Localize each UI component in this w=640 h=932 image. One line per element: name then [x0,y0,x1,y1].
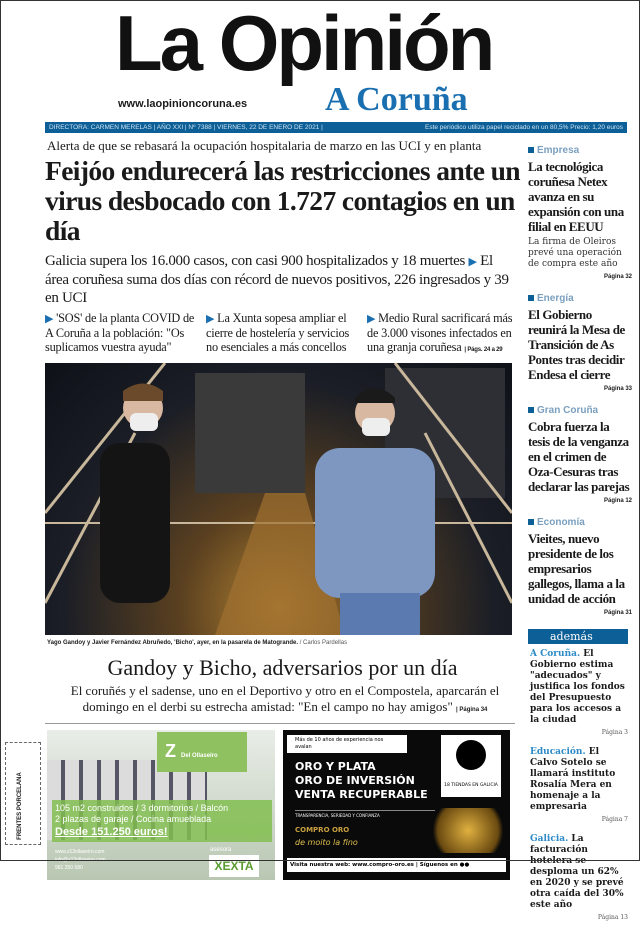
sidebar-headline: El Gobierno reunirá la Mesa de Transición de As Pontes tras decidir Endesa el cierre [528,307,625,382]
ademas-list [528,649,628,922]
ads-row [45,730,520,880]
item-text: El Calvo Sotelo se llamará instituto Rosalía Mera en homenaje a la empresaria [530,747,616,812]
person-left [100,384,170,604]
lead-item-text: La Xunta sopesa ampliar el cierre de hostelería y servicios no esenciales a más concellos [206,311,350,354]
main-column [45,138,520,880]
ademas-item[interactable] [530,649,628,737]
second-sub-text: El coruñés y el sadense, uno en el Deportivo y otro en el Compostela, aparcarán el domingo en el derbi su estrecha amistad: "En el campo no hay amigos" [70,683,500,714]
brand-letter: Z [165,741,176,761]
feature-line: 2 plazas de garaje / Cocina amueblada [55,814,212,824]
subhead-a: Galicia supera los 16.000 casos, con casi 900 hospitalizados y 18 muertes [45,253,466,269]
info-bar [45,122,627,133]
stores-text: 18 TIENDAS EN GALICIA [444,783,498,788]
sidebar-page: Página 12 [603,498,632,504]
item-page: Página 3 [601,729,628,736]
section-label: Energía [528,293,632,305]
contact-web: www.z13ollaseiro.com [55,849,105,855]
lead-item[interactable] [45,311,198,357]
sidebar [528,145,632,932]
lead-item-text: Medio Rural sacrificará más de 3.000 visones infectados en una granja coruñesa [367,311,513,354]
lead-item-text: 'SOS' de la planta COVID de A Coruña a la población: "Os suplicamos vuestra ayuda" [45,311,195,354]
sidebar-page: Página 33 [603,386,632,392]
masthead-logo: La Opinión [115,0,493,87]
gold-values: TRANSPARENCIA, SERIEDAD Y CONFIANZA [295,810,435,819]
gold-slogan: de moito la fino [295,838,358,847]
second-subhead [45,683,520,718]
item-lead: Educación. [530,747,586,757]
bullet-icon: ▶ [468,256,477,268]
contact-phone: 981 250 580 [55,865,83,871]
sidebar-page: Página 31 [603,610,632,616]
stores-badge [441,735,501,797]
ad-price: Desde 151.250 euros! [55,826,168,838]
lead-photo[interactable] [45,363,512,635]
item-lead: Galicia. [530,834,569,844]
ademas-header [528,629,628,644]
compro-oro-logo: COMPRO ORO [295,826,350,834]
sidebar-story[interactable] [528,293,632,393]
lead-headline[interactable]: Feijóo endurecerá las restricciones ante un virus desbocado con 1.727 contagios en un día [45,155,520,246]
info-bar-left: DIRECTORA: CARMEN MERELAS | AÑO XXI | Nº 7388 | VIERNES, 22 DE ENERO DE 2021 | [49,124,323,131]
caption-text: Yago Gandoy y Javier Fernández Abruñedo, 'Bicho', ayer, en la pasarela de Matogrande. [47,640,299,646]
lead-items [45,311,520,357]
item-page: Página 13 [597,914,628,921]
ad-features [52,800,272,842]
item-text: El Gobierno estima "adecuados" y justifica los fondos del Presupuesto para los accesos a la ciudad [530,649,625,725]
corner-stamp-ad [5,742,41,845]
gold-tag: Más de 10 años de experiencia nos avalan [287,735,407,753]
masthead-url[interactable]: www.laopinioncoruna.es [118,98,248,110]
sidebar-story[interactable] [528,517,632,617]
photo-caption [45,639,520,647]
sidebar-deck: La firma de Oleiros prevé una operación de compra este año [528,237,622,269]
sidebar-story[interactable] [528,145,632,281]
bullet-icon: ▶ [206,313,215,325]
stamp-text: FRENTES PORCELANA [16,772,23,840]
section-label: Empresa [528,145,632,157]
ademas-label: además [550,630,593,643]
info-bar-right: Este periódico utiliza papel reciclado en un 80,5% Precio: 1,20 euros [424,124,623,131]
lead-pages: | Págs. 24 a 29 [464,347,503,353]
sidebar-story[interactable] [528,405,632,505]
item-text: La facturación hotelera se desploma un 62% en 2020 y se prevé otra caída del 30% este año [530,834,624,910]
agency-label: asesora [210,847,232,853]
lead-item[interactable] [367,311,520,357]
sidebar-headline: Cobra fuerza la tesis de la venganza en el crimen de Oza-Cesuras tras declarar las parejas [528,419,630,494]
section-label: Gran Coruña [528,405,632,417]
sidebar-page: Página 32 [603,274,632,280]
lead-subhead [45,252,520,307]
divider [45,723,515,724]
section-label: Economía [528,517,632,529]
item-lead: A Coruña. [530,649,581,659]
bullet-icon: ▶ [367,313,376,325]
ademas-item[interactable] [530,834,628,922]
lead-item[interactable] [206,311,359,357]
gold-jewelry-image [423,808,510,853]
lead-kicker: Alerta de que se rebasará la ocupación hospitalaria de marzo en las UCI y en planta [47,138,482,153]
gold-lines [295,760,428,802]
ad-brand [157,732,247,772]
sidebar-headline: Vieites, nuevo presidente de los empresarios gallegos, llama a la unidad de acción [528,531,625,606]
housing-ad[interactable] [47,730,275,880]
bullet-icon: ▶ [45,313,54,325]
sidebar-headline: La tecnológica coruñesa Netex avanza en su expansión con una filial en EEUU [528,159,624,234]
gold-web-bar [287,858,506,872]
gold-line: ORO DE INVERSIÓN [295,774,415,787]
gold-line: VENTA RECUPERABLE [295,788,428,801]
gold-line: ORO Y PLATA [295,760,376,773]
masthead-city: A Coruña [325,81,468,118]
contact-email: info@z13ollaseiro.com [55,857,106,863]
subhead-b: El área coruñesa suma dos días con récord de nuevos positivos, 226 ingresados y 39 en UCI [45,253,509,306]
agency-logo: XEXTA [209,855,259,877]
second-headline[interactable]: Gandoy y Bicho, adversarios por un día [107,655,458,680]
second-pages: | Página 34 [456,707,488,713]
gold-web[interactable]: Visita nuestra web: www.compro-oro.es | Síguenos en [290,862,458,868]
ad-contact [55,848,106,872]
item-page: Página 7 [601,816,628,823]
bridge-photo-illustration [45,363,512,635]
galicia-map-icon [456,740,486,770]
ademas-item[interactable] [530,747,628,824]
feature-line: 105 m2 construidos / 3 dormitorios / Balcón [55,803,229,813]
gold-ad[interactable] [283,730,510,880]
photo-credit: / Carlos Pardellas [299,640,348,646]
brand-sub: Del Ollaseiro [181,753,218,759]
social-icons[interactable]: ●● [459,862,470,868]
